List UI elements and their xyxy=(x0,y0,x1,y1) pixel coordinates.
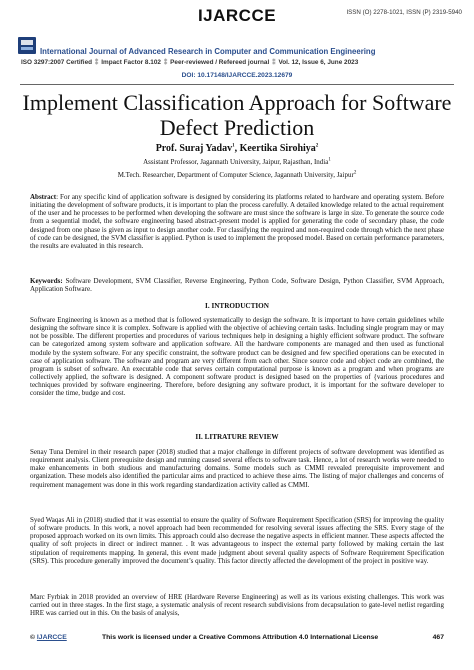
keywords-label: Keywords: xyxy=(30,277,63,285)
affiliation-text: M.Tech. Researcher, Department of Computer Science, Jagannath University, Jaipur xyxy=(117,171,354,179)
footer-journal-link[interactable]: IJARCCE xyxy=(36,634,67,641)
journal-abbreviation: IJARCCE xyxy=(197,6,277,25)
literature-paragraph: Marc Fyrbiak in 2018 provided an overview of HRE (Hardware Reverse Engineering) as well as its various existing challenges. This work was carried out in three stages. In the first stage, a systematic analysis of recent research subdivisions from decapsulation to gate-level netlist regarding HRE was carried out in this. On the basis of analysis, xyxy=(30,593,444,618)
paper-title xyxy=(20,90,454,140)
issn-text: ISSN (O) 2278-1021, ISSN (P) 2319-5940 xyxy=(346,9,462,16)
journal-full-name: International Journal of Advanced Research in Computer and Communication Engineering xyxy=(40,47,376,56)
header-divider xyxy=(20,84,454,85)
journal-logo-icon xyxy=(18,37,36,54)
doi-link[interactable]: DOI: 10.17148/IJARCCE.2023.12679 xyxy=(181,72,293,79)
footer-copyright xyxy=(30,634,67,641)
impact-factor: Impact Factor 8.102 xyxy=(101,59,161,66)
author-list xyxy=(0,143,474,154)
affiliation xyxy=(0,158,474,166)
author-name: Keertika Sirohiya xyxy=(239,143,316,154)
meta-separator: ⁑ xyxy=(272,59,276,66)
abstract-label: Abstract xyxy=(30,193,57,201)
affiliation-text: Assistant Professor, Jagannath University, Jaipur, Rajasthan, India xyxy=(143,158,329,166)
author-superscript: 1 xyxy=(232,143,235,149)
paper-title-line: Implement Classification Approach for Software xyxy=(22,90,452,115)
section-heading: II. LITRATURE REVIEW xyxy=(195,433,279,441)
journal-meta-row xyxy=(21,58,461,66)
iso-certification: ISO 3297:2007 Certified xyxy=(21,59,93,66)
section-heading: I. INTRODUCTION xyxy=(205,302,269,310)
journal-header xyxy=(0,6,474,28)
abstract xyxy=(30,193,444,250)
affiliation-superscript: 1 xyxy=(328,157,331,163)
meta-separator: ⁑ xyxy=(95,59,99,66)
journal-title-row xyxy=(40,41,470,56)
keywords-text: Software Development, SVM Classifier, Reverse Engineering, Python Code, Software Design, Python Classifier, SVM Approach, Application Software. xyxy=(30,277,444,294)
keywords xyxy=(30,277,444,293)
meta-separator: ⁑ xyxy=(163,59,168,66)
paper-title-line: Defect Prediction xyxy=(159,115,315,140)
literature-paragraph: Syed Waqas Ali in (2018) studied that it was essential to ensure the quality of Software Requirement Specification (SRS) for improving the quality of software products. In this work, a novel approach had been recommended for resolving several issues affecting the SRS. Every stage of the proposed approach worked on its own limits. This approach could also decrease the negative aspects in efficient manner. These aspects affected the quality of soft projects in direct or indirect manner. . It was advantageous to inspect the external party followed by making certain the last stipulation of requirements mapping. In general, this event made judgment about several quality aspects of Software Requirement Specification (SRS). This procedure generally improved the document’s quality. This factor directly affected the development of the project in positive way. xyxy=(30,516,444,565)
author-superscript: 2 xyxy=(315,143,319,149)
affiliation-superscript: 2 xyxy=(353,170,357,176)
volume-issue: Vol. 12, Issue 6, June 2023 xyxy=(278,59,359,66)
introduction-text: Software Engineering is known as a method that is followed systematically to design the software. It is important to have certain guidelines while designing the software since it is complex. Software is applied with the objective of achieving certain tasks. Including single program may or may not be possible. The different properties and procedures of various techniques help in designing a highly efficient software product. The software can be categorized among system software and application software. All the hardware components are managed and then used as functional module by the system software. For any specific constraint, the software product can be designed and few specified operations can be executed in case of application software. The software and program are very different from each other. Since source code and object code are combined, the program is subset of software. An executable code that serves certain computational purpose is known as a program and when programs are collectively applied, the software is designed. A component software product is designed based on the properties of {various procedures and techniques provided by software engineering. Therefore, before designing any software product, it is important for the software developer to consider the time, budge and cost. xyxy=(30,316,444,398)
literature-paragraph: Senay Tuna Demirel in their research paper (2018) studied that a major challenge in different projects of software development was identified as requirement analysis. Client prerequisite design and running caused several effects to software task. Hence, a lot of research works were needed to make enhancements in both studious and manufacturing domains. Some models such as CMMI revealed prerequisite improvement and organization. These models also identified the particular aims and practiced to achieve these aims. The listing of major challenges and concerns of requirement management was done in this work regarding standardization activity called as CMMI. xyxy=(30,448,444,489)
peer-review-note: Peer-reviewed / Refereed journal xyxy=(170,59,270,66)
affiliation xyxy=(0,171,474,179)
author-name: Prof. Suraj Yadav xyxy=(155,143,233,154)
author-separator: , xyxy=(234,143,240,154)
footer-license: This work is licensed under a Creative Commons Attribution 4.0 International License xyxy=(102,634,379,641)
page-number: 467 xyxy=(432,634,444,641)
copyright-symbol: © xyxy=(30,634,36,641)
abstract-text: : For any specific kind of application software is designed by considering its platforms related to hardware and operating system. Before initiating the development of software products, it is important to plan the process carefully. A detailed knowledge related to the actual requirement of the user and he processes to be performed when developing the software are must since the software is large in size. To generate the source code from a sequential model, the software engineering based abstract-present model is applied for generating the code of secondary phase, the code designed from one phase is given as input to design another code. For classifying the required and non-required code through which the next phase of code can be designed, the SVM classifier is applied. Python is used to implement the proposed model. Based on certain performance parameters, the results are evaluated in this research. xyxy=(30,193,444,250)
